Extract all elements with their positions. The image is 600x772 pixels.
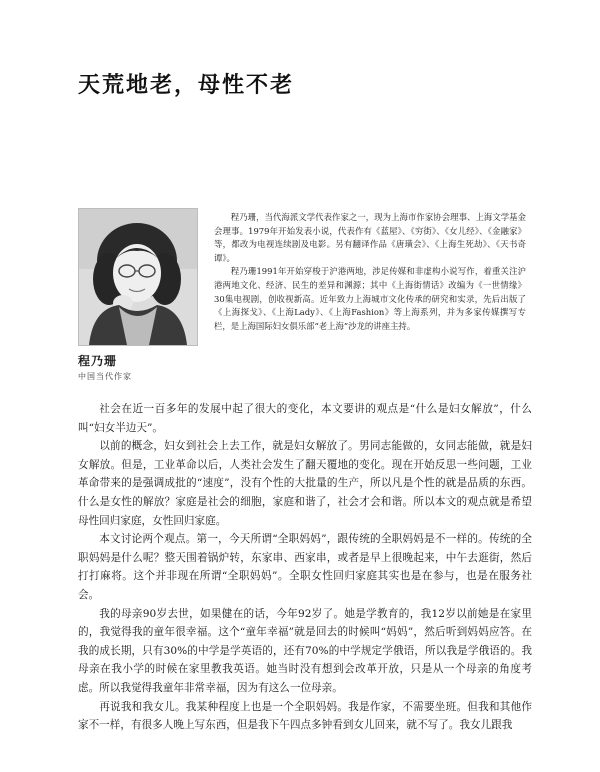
body-paragraph: 本文讨论两个观点。第一，今天所谓“全职妈妈”，跟传统的全职妈妈是不一样的。传统的全职妈妈是什么呢？整天围着锅炉转，东家串、西家串，或者是早上很晚起来，中午去逛街，然后打打麻将。这个并非现在所谓“全职妈妈”。全职女性回归家庭其实也是在参与，也是在服务社会。 [78, 533, 532, 601]
article-body [78, 400, 532, 735]
author-role: 中国当代作家 [78, 372, 132, 381]
article-title: 天荒地老，母性不老 [78, 72, 295, 98]
author-name: 程乃珊 [78, 354, 118, 368]
body-paragraph: 再说我和我女儿。我某种程度上也是一个全职妈妈。我是作家，不需要坐班。但我和其他作家不一样，有很多人晚上写东西，但是我下午四点多钟看到女儿回来，就不写了。我女儿跟我 [78, 700, 532, 732]
body-paragraph: 社会在近一百多年的发展中起了很大的变化，本文要讲的观点是“什么是妇女解放”，什么叫“妇女半边天”。 [78, 403, 532, 434]
body-paragraph: 我的母亲90岁去世，如果健在的话，今年92岁了。她是学教育的，我12岁以前她是在家里的，我觉得我的童年很幸福。这个“童年幸福”就是回去的时候叫“妈妈”，然后听到妈妈应答。在我的成长期，只有30%的中学是学英语的，还有70%的中学规定学俄语，所以我是学俄语的。我母亲在我小学的时候在家里教我英语。她当时没有想到会改革开放，只是从一个母亲的角度考虑。所以我觉得我童年非常幸福，因为有这么一位母亲。 [78, 607, 532, 694]
author-bio-paragraph: 程乃珊1991年开始穿梭于沪港两地，涉足传媒和非虚构小说写作，着重关注沪港两地文化、经济、民生的差异和渊源；其中《上海街情话》改编为《一世情缘》30集电视剧，创收视新高。近年致力上海城市文化传承的研究和实录，先后出版了《上海探戈》、《上海Lady》、《上海Fashion》等上海系列，并为多家传媒撰写专栏，是上海国际妇女俱乐部“老上海”沙龙的讲座主持。 [214, 266, 526, 331]
body-paragraph: 以前的概念，妇女到社会上去工作，就是妇女解放了。男同志能做的，女同志能做，就是妇女解放。但是，工业革命以后，人类社会发生了翻天覆地的变化。现在开始反思一些问题，工业革命带来的是强调成批的“速度”，没有个性的大批量的生产，所以凡是个性的就是品质的东西。什么是女性的解放？家庭是社会的细胞，家庭和谐了，社会才会和谐。所以本文的观点就是希望母性回归家庭，女性回归家庭。 [78, 440, 532, 527]
author-portrait-icon [78, 208, 198, 346]
author-bio-paragraph: 程乃珊，当代海派文学代表作家之一，现为上海市作家协会理事、上海文学基金会理事。1979年开始发表小说，代表作有《蓝屋》、《穷街》、《女儿经》、《金融家》等，都改为电视连续剧及电影。另有翻译作品《唐璜会》、《上海生死劫》、《天书奇谭》。 [214, 212, 526, 263]
author-bio [214, 211, 526, 333]
